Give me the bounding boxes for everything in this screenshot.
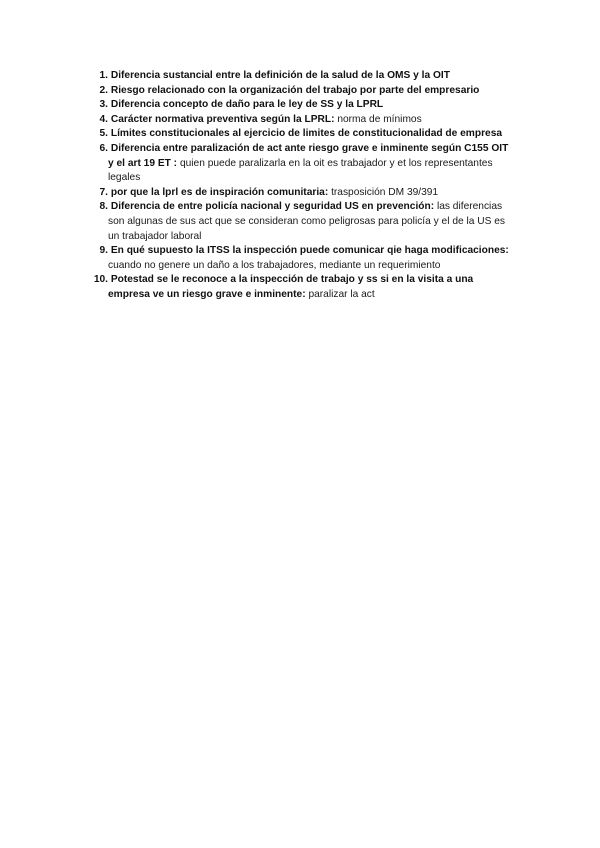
item-content [108, 273, 516, 302]
item-number: 10. [93, 274, 108, 286]
item-content [108, 142, 516, 186]
list-item [82, 98, 516, 113]
item-answer: paralizar la act [308, 288, 375, 300]
item-question: Diferencia de entre policía nacional y seguridad US en prevención: [110, 201, 435, 213]
item-content [108, 113, 516, 128]
item-number: 6. [99, 142, 108, 154]
list-item [82, 273, 516, 302]
item-number: 9. [99, 245, 108, 257]
item-question: Carácter normativa preventiva según la LPRL: [110, 113, 335, 125]
item-number: 8. [99, 201, 108, 213]
item-question: Riesgo relacionado con la organización del trabajo por parte del empresario [110, 84, 480, 96]
list-item [82, 186, 516, 201]
item-content [108, 98, 516, 113]
item-content [108, 127, 516, 142]
list-item [82, 200, 516, 244]
item-number: 4. [99, 113, 108, 125]
item-question: Potestad se le reconoce a la inspección de trabajo y ss si en la visita a una empresa ve un riesgo grave e inminente: [108, 274, 474, 300]
item-number: 7. [99, 186, 108, 198]
list-item [82, 84, 516, 99]
item-question: En qué supuesto la ITSS la inspección puede comunicar qie haga modificaciones: [110, 245, 509, 257]
item-content [108, 244, 516, 273]
item-content [108, 84, 516, 99]
item-number: 3. [99, 99, 108, 111]
item-content [108, 200, 516, 244]
list-item [82, 127, 516, 142]
item-number: 1. [99, 70, 108, 81]
item-answer: norma de mínimos [337, 113, 422, 125]
item-question: Límites constitucionales al ejercicio de limites de constitucionalidad de empresa [110, 128, 503, 140]
list-item [82, 113, 516, 128]
item-answer: cuando no genere un daño a los trabajadores, mediante un requerimiento [108, 259, 441, 271]
question-list [82, 69, 516, 303]
item-number: 2. [99, 84, 108, 96]
item-number: 5. [99, 128, 108, 140]
list-item [82, 244, 516, 273]
item-content [108, 69, 516, 84]
item-question: Diferencia concepto de daño para le ley de SS y la LPRL [110, 99, 384, 111]
list-item [82, 69, 516, 84]
item-answer: trasposición DM 39/391 [331, 186, 439, 198]
item-question: Diferencia entre paralización de act ante riesgo grave e inminente según C155 OIT y el art 19 ET : [108, 142, 509, 169]
item-question: Diferencia sustancial entre la definición de la salud de la OMS y la OIT [110, 70, 450, 81]
item-question: por que la lprl es de inspiración comunitaria: [110, 186, 329, 198]
item-answer: quien puede paralizarla en la oit es trabajador y et los representantes legales [108, 157, 493, 184]
item-content [108, 186, 516, 201]
list-item [82, 142, 516, 186]
item-answer: las diferencias son algunas de sus act que se consideran como peligrosas para policía y el de la US es un trabajador laboral [108, 201, 505, 242]
